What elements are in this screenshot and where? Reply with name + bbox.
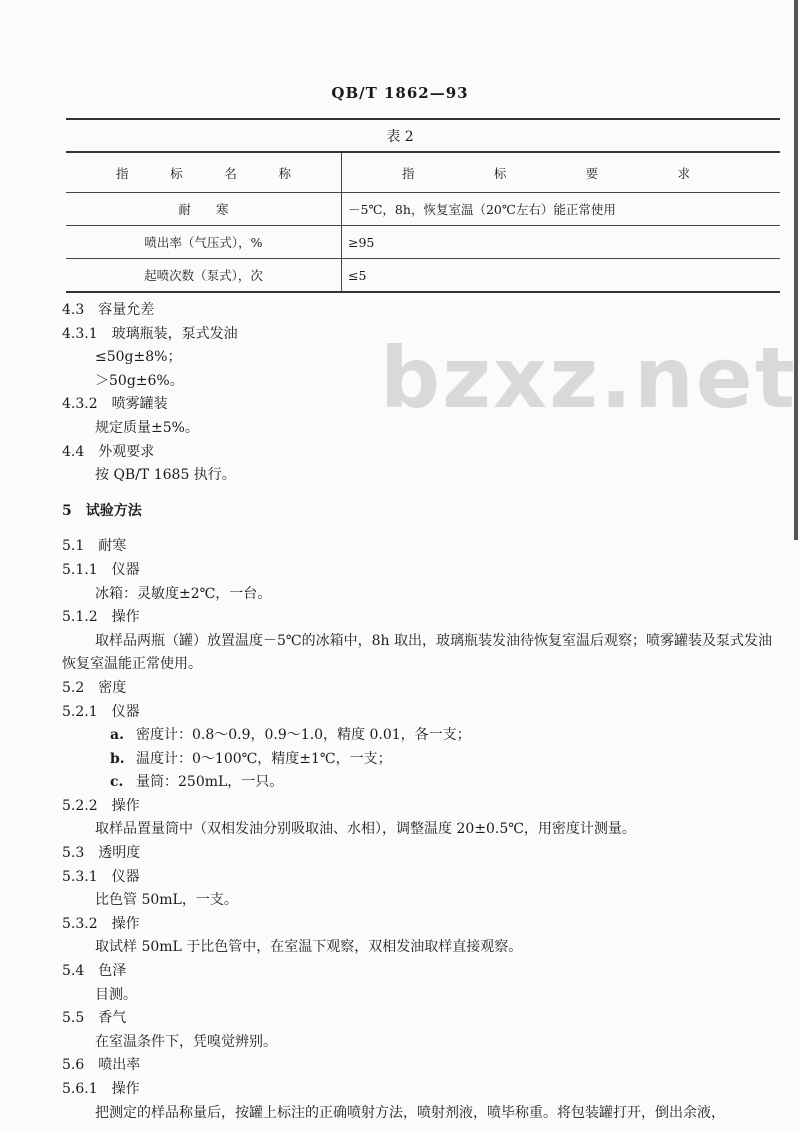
paragraph: 在室温条件下，凭嗅觉辨别。 (95, 1033, 277, 1050)
indicator-requirement: ≥95 (342, 226, 781, 259)
header-char: 标 (170, 165, 183, 181)
table-row (66, 259, 780, 293)
list-item (62, 748, 782, 772)
list-label: c. (110, 774, 124, 791)
section-heading: 5.3.1 仪器 (62, 868, 140, 885)
section-heading: 4.3.2 喷雾罐装 (62, 396, 168, 413)
paragraph: 按 QB/T 1685 执行。 (95, 467, 236, 484)
indicator-name: 喷出率（气压式），% (66, 226, 342, 259)
section-heading: 5.3.2 操作 (62, 915, 140, 932)
paragraph: 取试样 50mL 于比色管中，在室温下观察，双相发油取样直接观察。 (95, 939, 523, 956)
header-char: 名 (224, 165, 237, 181)
scan-edge (794, 0, 798, 540)
list-label: a. (110, 727, 124, 744)
table-caption: 表 2 (386, 129, 414, 145)
paragraph: 取样品两瓶（罐）放置温度－5℃的冰箱中，8h 取出，玻璃瓶装发油待恢复室温后观察；喷雾罐装及泵式发油恢复室温能正常使用。 (62, 632, 772, 673)
header-char: 称 (278, 165, 291, 181)
header-rule (66, 118, 780, 120)
paragraph: 冰箱：灵敏度±2℃，一台。 (95, 585, 272, 602)
table-header-row (66, 152, 780, 193)
table-row (66, 193, 780, 226)
section-heading: 5.5 香气 (62, 1010, 127, 1027)
section-heading: 5.1 耐寒 (62, 538, 127, 555)
list-text: 量筒：250mL，一只。 (136, 774, 284, 791)
standard-number-header: QB/T 1862—93 (331, 84, 469, 102)
table-row (66, 226, 780, 259)
section-heading: 4.4 外观要求 (62, 443, 155, 460)
section-heading: 4.3 容量允差 (62, 302, 155, 318)
indicator-name: 耐 寒 (66, 193, 342, 226)
header-char: 标 (493, 165, 507, 181)
paragraph: 规定质量±5%。 (95, 419, 199, 436)
list-item (62, 771, 782, 795)
list-text: 温度计：0～100℃，精度±1℃，一支； (136, 750, 392, 767)
paragraph: 目测。 (95, 986, 137, 1003)
header-char: 指 (116, 165, 129, 181)
section-heading: 5.3 透明度 (62, 845, 141, 862)
header-char: 要 (585, 165, 599, 181)
paragraph: ＞50g±6%。 (95, 372, 184, 389)
indicator-requirement: ≤5 (342, 259, 781, 293)
list-item (62, 724, 782, 748)
paragraph: 把测定的样品称量后，按罐上标注的正确喷射方法，喷射剂液，喷毕称重。将包装罐打开，倒出余液， (95, 1104, 725, 1121)
section-heading: 5.2.2 操作 (62, 797, 140, 814)
header-char: 求 (677, 165, 690, 181)
paragraph: 取样品置量筒中（双相发油分别吸取油、水相），调整温度 20±0.5℃，用密度计测量。 (95, 821, 636, 838)
watermark: bzxz.net (380, 329, 797, 427)
section-heading: 5.4 色泽 (62, 963, 127, 980)
indicator-name: 起喷次数（泵式），次 (66, 259, 342, 293)
list-text: 密度计：0.8～0.9，0.9～1.0，精度 0.01，各一支； (136, 727, 471, 744)
indicator-requirement: －5℃，8h，恢复室温（20℃左右）能正常使用 (342, 193, 781, 226)
paragraph: ≤50g±8%； (95, 349, 182, 366)
section-heading: 5.1.2 操作 (62, 609, 140, 626)
section-heading: 5.6.1 操作 (62, 1081, 140, 1097)
section-heading: 5.1.1 仪器 (62, 561, 140, 578)
requirements-table (66, 151, 780, 293)
section-heading: 5.6 喷出率 (62, 1057, 141, 1074)
section-heading: 5.2 密度 (62, 679, 127, 696)
section-heading: 5.2.1 仪器 (62, 703, 140, 720)
section-heading: 4.3.1 玻璃瓶装，泵式发油 (62, 325, 238, 342)
list-label: b. (110, 750, 125, 767)
chapter-heading: 5 试验方法 (62, 502, 142, 519)
paragraph: 比色管 50mL，一支。 (95, 892, 238, 909)
header-char: 指 (402, 165, 415, 181)
